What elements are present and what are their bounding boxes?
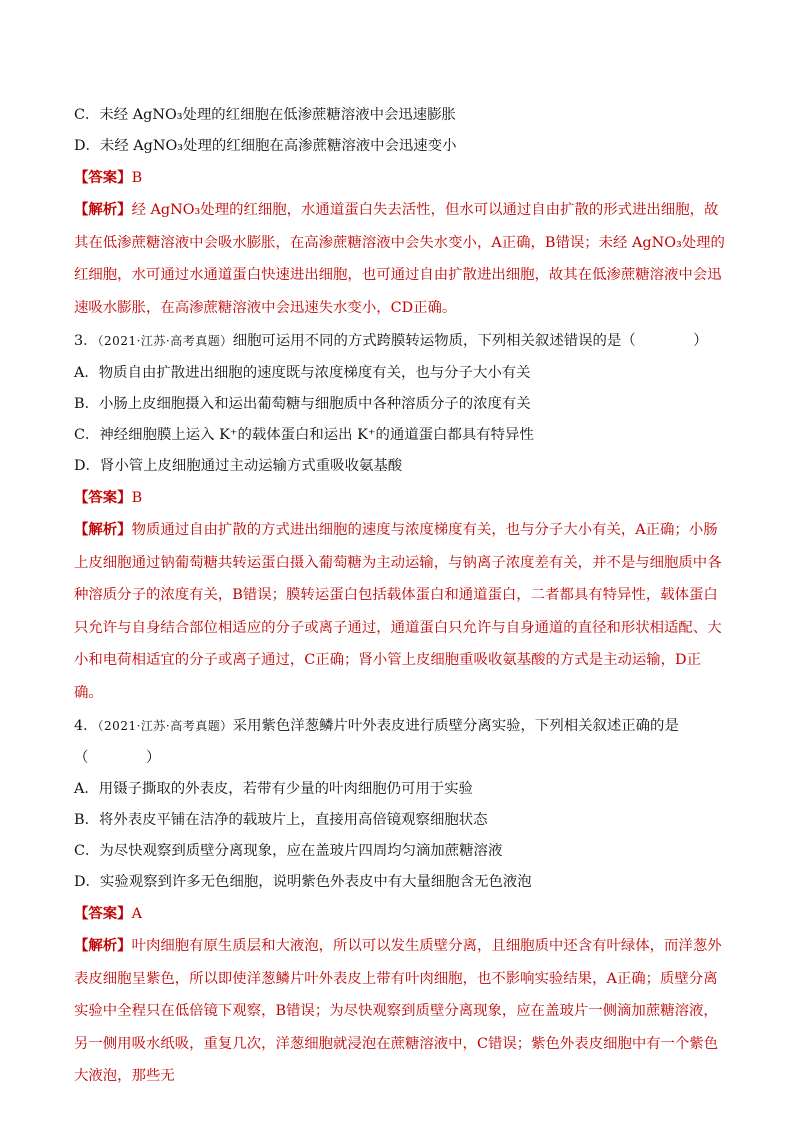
q3-option-b: B．小肠上皮细胞摄入和运出葡萄糖与细胞质中各种溶质分子的浓度有关 [74,395,531,412]
q4-source: （2021·江苏·高考真题） [97,719,233,734]
q4-analysis [74,930,726,1093]
q4-number: 4． [74,718,98,735]
q3-number: 3． [74,333,98,350]
q2-option-d: D．未经 AgNO₃处理的红细胞在高渗蔗糖溶液中会迅速变小 [74,138,457,155]
q3-answer [74,482,726,514]
content-column [74,100,726,1093]
q4-stem-text: 采用紫色洋葱鳞片叶外表皮进行质壁分离实验，下列相关叙述正确的是 [232,718,679,735]
q4-bracket: （ ） [74,749,161,766]
q2-analysis [74,194,726,324]
analysis-text: 叶肉细胞有原生质层和大液泡，所以可以发生质壁分离，且细胞质中还含有叶绿体，而洋葱外表皮细胞呈紫色，所以即使洋葱鳞片叶外表皮上带有叶肉细胞，也不影响实验结果，A正确；质壁分离实验中全程只在低倍镜下观察，B错误；为尽快观察到质壁分离现象，应在盖玻片一侧滴加蔗糖溶液，另一侧用吸水纸吸，重复几次，洋葱细胞就浸泡在蔗糖溶液中，C错误；紫色外表皮细胞中有一个紫色大液泡，那些无 [74,938,722,1085]
q4-answer [74,898,726,930]
q4-option-b: B．将外表皮平铺在洁净的载玻片上，直接用高倍镜观察细胞状态 [74,811,488,828]
answer-tag: 【答案】 [74,489,132,507]
analysis-tag: 【解析】 [74,937,132,955]
analysis-text: 经 AgNO₃处理的红细胞，水通道蛋白失去活性，但水可以通过自由扩散的形式进出细胞，故其在低渗蔗糖溶液中会吸水膨胀，在高渗蔗糖溶液中会失水变小，A正确，B错误；未经 AgNO₃处理的红细胞，水可通过水通道蛋白快速进出细胞，也可通过自由扩散进出细胞，故其在低渗蔗糖溶液中会迅速吸水膨胀，在高渗蔗糖溶液中会迅速失水变小，CD正确。 [74,202,725,316]
answer-value: B [131,170,143,187]
analysis-text: 物质通过自由扩散的方式进出细胞的速度与浓度梯度有关，也与分子大小有关，A正确；小肠上皮细胞通过钠葡萄糖共转运蛋白摄入葡萄糖为主动运输，与钠离子浓度差有关，并不是与细胞质中各种溶质分子的浓度有关，B错误；膜转运蛋白包括载体蛋白和通道蛋白，二者都具有特异性，载体蛋白只允许与自身结合部位相适应的分子或离子通过，通道蛋白只允许与自身通道的直径和形状相适配、大小和电荷相适宜的分子或离子通过，C正确；肾小管上皮细胞重吸收氨基酸的方式是主动运输，D正确。 [74,522,722,701]
answer-value: A [131,906,142,923]
answer-tag: 【答案】 [74,905,132,923]
analysis-tag: 【解析】 [74,521,132,539]
q3-analysis [74,514,726,709]
q3-stem [74,326,726,357]
q4-stem [74,711,726,742]
q3-option-d: D．肾小管上皮细胞通过主动运输方式重吸收氨基酸 [74,458,403,475]
answer-tag: 【答案】 [74,169,132,187]
q3-option-c: C．神经细胞膜上运入 K⁺的载体蛋白和运出 K⁺的通道蛋白都具有特异性 [74,426,534,443]
q2-answer [74,162,726,194]
answer-value: B [131,490,143,507]
q2-option-c: C．未经 AgNO₃处理的红细胞在低渗蔗糖溶液中会迅速膨胀 [74,107,456,123]
analysis-tag: 【解析】 [74,201,132,219]
q4-option-a: A．用镊子撕取的外表皮，若带有少量的叶肉细胞仍可用于实验 [74,780,473,797]
q4-option-c: C．为尽快观察到质壁分离现象，应在盖玻片四周均匀滴加蔗糖溶液 [74,843,503,860]
q4-option-d: D．实验观察到许多无色细胞，说明紫色外表皮中有大量细胞含无色液泡 [74,874,532,891]
q3-source: （2021·江苏·高考真题） [97,334,233,349]
q3-stem-text: 细胞可运用不同的方式跨膜转运物质，下列相关叙述错误的是（ ） [232,333,708,350]
q3-option-a: A．物质自由扩散进出细胞的速度既与浓度梯度有关，也与分子大小有关 [74,364,531,381]
